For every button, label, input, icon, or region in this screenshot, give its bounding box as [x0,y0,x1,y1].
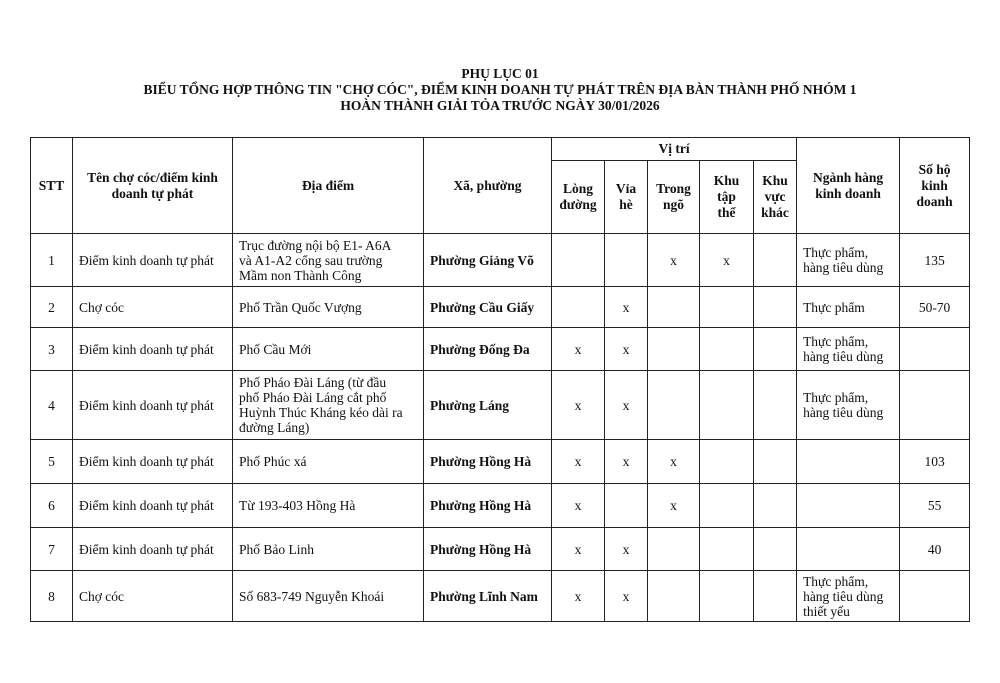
document-title-block [0,66,1000,114]
table-row [31,440,970,484]
cell-name: Điểm kinh doanh tự phát [73,440,233,484]
cell-road: x [552,440,605,484]
cell-road: x [552,528,605,571]
cell-collective [700,484,754,528]
appendix-title: PHỤ LỤC 01 [461,66,539,81]
cell-sidewalk: x [605,371,648,440]
cell-business [797,528,900,571]
cell-sidewalk [605,484,648,528]
cell-other [754,328,797,371]
cell-stt: 7 [31,528,73,571]
cell-other [754,371,797,440]
cell-stt: 8 [31,571,73,622]
cell-alley: x [648,440,700,484]
cell-count: 103 [900,440,970,484]
cell-alley [648,328,700,371]
cell-sidewalk: x [605,528,648,571]
cell-count: 135 [900,234,970,287]
table-row [31,234,970,287]
col-header-alley: Trong ngõ [648,161,700,234]
cell-count [900,371,970,440]
cell-collective [700,571,754,622]
table-row [31,571,970,622]
cell-location: Số 683-749 Nguyễn Khoái [233,571,424,622]
col-header-name: Tên chợ cóc/điểm kinh doanh tự phát [73,138,233,234]
cell-road: x [552,371,605,440]
cell-count: 40 [900,528,970,571]
cell-ward: Phường Hồng Hà [424,528,552,571]
cell-alley [648,287,700,328]
cell-location: Phố Bảo Linh [233,528,424,571]
cell-name: Điểm kinh doanh tự phát [73,528,233,571]
cell-count: 55 [900,484,970,528]
cell-road [552,287,605,328]
cell-ward: Phường Cầu Giấy [424,287,552,328]
cell-sidewalk: x [605,287,648,328]
cell-alley [648,571,700,622]
cell-location: Phố Cầu Mới [233,328,424,371]
cell-alley: x [648,484,700,528]
cell-location: Phố Trần Quốc Vượng [233,287,424,328]
cell-sidewalk: x [605,328,648,371]
cell-ward: Phường Hồng Hà [424,484,552,528]
table-row [31,371,970,440]
col-header-business: Ngành hàng kinh doanh [797,138,900,234]
col-header-count: Số hộ kinh doanh [900,138,970,234]
cell-stt: 3 [31,328,73,371]
cell-ward: Phường Đống Đa [424,328,552,371]
cell-ward: Phường Giảng Võ [424,234,552,287]
cell-count [900,571,970,622]
cell-other [754,571,797,622]
cell-stt: 5 [31,440,73,484]
cell-business: Thực phẩm, hàng tiêu dùng [797,328,900,371]
cell-location: Từ 193-403 Hồng Hà [233,484,424,528]
cell-business [797,440,900,484]
cell-collective: x [700,234,754,287]
cell-collective [700,287,754,328]
cell-business: Thực phẩm, hàng tiêu dùng thiết yếu [797,571,900,622]
cell-name: Điểm kinh doanh tự phát [73,328,233,371]
cell-road: x [552,571,605,622]
col-header-ward: Xã, phường [424,138,552,234]
cell-alley: x [648,234,700,287]
cell-sidewalk: x [605,440,648,484]
cell-other [754,234,797,287]
col-header-position-group: Vị trí [552,138,797,161]
table-row [31,287,970,328]
cell-collective [700,328,754,371]
cell-road: x [552,484,605,528]
cell-name: Chợ cóc [73,571,233,622]
cell-stt: 6 [31,484,73,528]
cell-road: x [552,328,605,371]
cell-name: Điểm kinh doanh tự phát [73,371,233,440]
cell-collective [700,528,754,571]
cell-other [754,484,797,528]
cell-other [754,440,797,484]
cell-name: Điểm kinh doanh tự phát [73,234,233,287]
table-row [31,328,970,371]
cell-name: Điểm kinh doanh tự phát [73,484,233,528]
cell-count [900,328,970,371]
cell-alley [648,528,700,571]
col-header-stt: STT [31,138,73,234]
cell-ward: Phường Lĩnh Nam [424,571,552,622]
cell-road [552,234,605,287]
cell-business: Thực phẩm [797,287,900,328]
cell-sidewalk: x [605,571,648,622]
cell-count: 50-70 [900,287,970,328]
report-subtitle: HOÀN THÀNH GIẢI TỎA TRƯỚC NGÀY 30/01/2026 [340,98,660,113]
cell-ward: Phường Láng [424,371,552,440]
cell-other [754,528,797,571]
report-title: BIỂU TỔNG HỢP THÔNG TIN "CHỢ CÓC", ĐIỂM KINH DOANH TỰ PHÁT TRÊN ĐỊA BÀN THÀNH PHỐ NHÓM 1 [143,82,857,97]
cell-collective [700,440,754,484]
cell-location: Trục đường nội bộ E1- A6A và A1-A2 cổng sau trường Mầm non Thành Công [233,234,424,287]
market-table [30,137,970,622]
col-header-road: Lòng đường [552,161,605,234]
cell-collective [700,371,754,440]
cell-location: Phố Pháo Đài Láng (từ đầu phố Pháo Đài Láng cắt phố Huỳnh Thúc Kháng kéo dài ra đường Láng) [233,371,424,440]
cell-alley [648,371,700,440]
cell-ward: Phường Hồng Hà [424,440,552,484]
cell-other [754,287,797,328]
cell-name: Chợ cóc [73,287,233,328]
col-header-collective: Khu tập thể [700,161,754,234]
cell-stt: 4 [31,371,73,440]
cell-business [797,484,900,528]
cell-business: Thực phẩm, hàng tiêu dùng [797,371,900,440]
table-row [31,528,970,571]
col-header-location: Địa điểm [233,138,424,234]
cell-location: Phố Phúc xá [233,440,424,484]
cell-stt: 1 [31,234,73,287]
col-header-sidewalk: Vỉa hè [605,161,648,234]
cell-stt: 2 [31,287,73,328]
table-row [31,484,970,528]
col-header-other: Khu vực khác [754,161,797,234]
cell-sidewalk [605,234,648,287]
cell-business: Thực phẩm, hàng tiêu dùng [797,234,900,287]
